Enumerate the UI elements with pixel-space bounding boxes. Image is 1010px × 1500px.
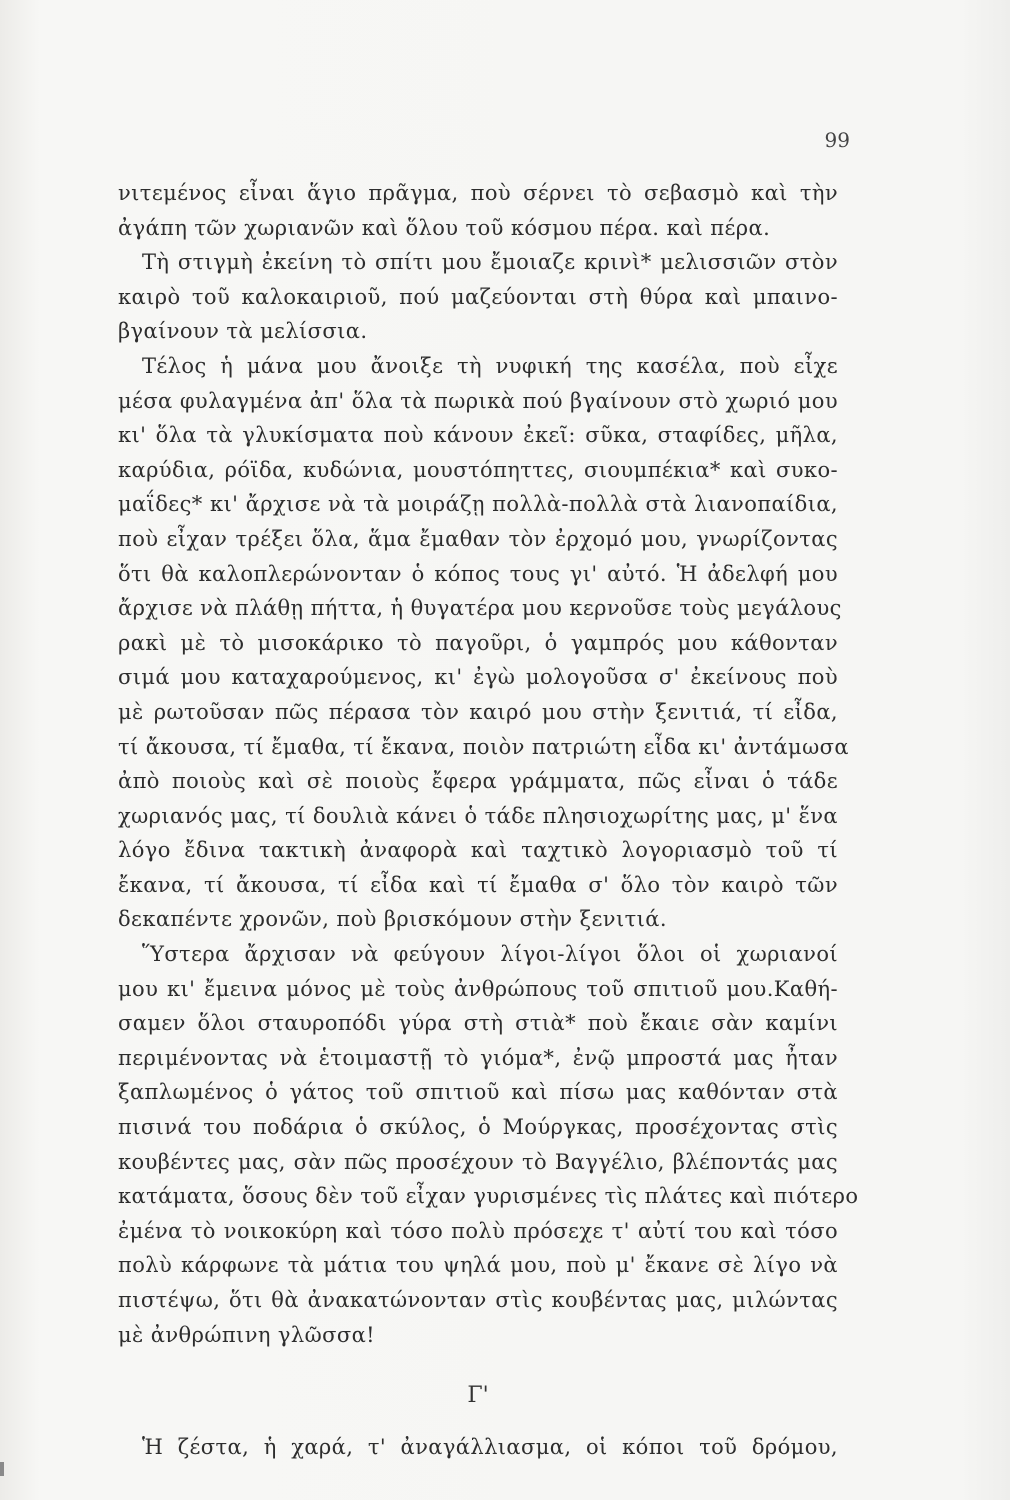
text-line: καρύδια, ρόϊδα, κυδώνια, μουστόπηττες, σιουμπέκια* καὶ συκο- xyxy=(118,457,838,482)
text-line: ἀγάπη τῶν χωριανῶν καὶ ὅλου τοῦ κόσμου πέρα. καὶ πέρα. xyxy=(118,215,771,240)
margin-mark xyxy=(0,1462,4,1476)
text-line: Τὴ στιγμὴ ἐκείνη τὸ σπίτι μου ἔμοιαζε κρινὶ* μελισσιῶν στὸν xyxy=(142,250,838,275)
text-line: σαμεν ὅλοι σταυροπόδι γύρα στὴ στιὰ* ποὺ ἔκαιε σὰν καμίνι xyxy=(118,1011,838,1036)
text-line: λόγο ἔδινα τακτικὴ ἀναφορὰ καὶ ταχτικὸ λογοριασμὸ τοῦ τί xyxy=(118,838,838,863)
text-line: μου κι' ἔμεινα μόνος μὲ τοὺς ἀνθρώπους τοῦ σπιτιοῦ μου.Καθή- xyxy=(118,976,838,1001)
text-line: κουβέντες μας, σὰν πῶς προσέχουν τὸ Βαγγέλιο, βλέποντάς μας xyxy=(118,1149,838,1174)
text-line: νιτεμένος εἶναι ἅγιο πρᾶγμα, ποὺ σέρνει τὸ σεβασμὸ καὶ τὴν xyxy=(118,181,838,205)
text-line: μέσα φυλαγμένα ἀπ' ὅλα τὰ πωρικὰ πού βγαίνουν στὸ χωριό μου xyxy=(118,388,838,413)
text-line: κι' ὅλα τὰ γλυκίσματα ποὺ κάνουν ἐκεῖ: σῦκα, σταφίδες, μῆλα, xyxy=(118,423,838,448)
text-line: Τέλος ἡ μάνα μου ἄνοιξε τὴ νυφική της κασέλα, ποὺ εἶχε xyxy=(142,353,838,378)
section-heading: Γ' xyxy=(467,1383,489,1409)
text-line: μὲ ἀνθρώπινη γλῶσσα! xyxy=(118,1322,375,1347)
text-line: κατάματα, ὅσους δὲν τοῦ εἶχαν γυρισμένες τὶς πλάτες καὶ πιότερο xyxy=(118,1184,859,1209)
text-line: τί ἄκουσα, τί ἔμαθα, τί ἔκανα, ποιὸν πατριώτη εἶδα κι' ἀντάμωσα xyxy=(118,734,849,759)
body-text xyxy=(118,176,859,1465)
text-line: ἄρχισε νὰ πλάθῃ πήττα, ἡ θυγατέρα μου κερνοῦσε τοὺς μεγάλους xyxy=(118,596,842,621)
text-line: ξαπλωμένος ὁ γάτος τοῦ σπιτιοῦ καὶ πίσω μας καθόνταν στὰ xyxy=(118,1080,838,1105)
text-line: μὲ ρωτοῦσαν πῶς πέρασα τὸν καιρό μου στὴν ξενιτιά, τί εἶδα, xyxy=(118,699,838,724)
text-line: ὅτι θὰ καλοπλερώνονταν ὁ κόπος τους γι' αὐτό. Ἡ ἀδελφή μου xyxy=(118,561,838,586)
text-line: πισινά του ποδάρια ὁ σκύλος, ὁ Μούργκας, προσέχοντας στὶς xyxy=(118,1115,838,1140)
text-line: δεκαπέντε χρονῶν, ποὺ βρισκόμουν στὴν ξενιτιά. xyxy=(118,907,667,932)
text-line: περιμένοντας νὰ ἑτοιμαστῇ τὸ γιόμα*, ἐνῷ μπροστά μας ἦταν xyxy=(118,1045,838,1070)
text-line: Ὕστερα ἄρχισαν νὰ φεύγουν λίγοι-λίγοι ὅλοι οἱ χωριανοί xyxy=(142,942,838,967)
text-line: ἐμένα τὸ νοικοκύρη καὶ τόσο πολὺ πρόσεχε τ' αὐτί του καὶ τόσο xyxy=(118,1218,838,1243)
text-line: πιστέψω, ὅτι θὰ ἀνακατώνονταν στὶς κουβέντας μας, μιλώντας xyxy=(118,1288,838,1312)
text-line: πολὺ κάρφωνε τὰ μάτια του ψηλά μου, ποὺ μ' ἔκανε σὲ λίγο νὰ xyxy=(118,1253,838,1278)
text-line: βγαίνουν τὰ μελίσσια. xyxy=(118,319,368,344)
text-line: χωριανός μας, τί δουλιὰ κάνει ὁ τάδε πλησιοχωρίτης μας, μ' ἕνα xyxy=(118,803,838,828)
text-line: ρακὶ μὲ τὸ μισοκάρικο τὸ παγοῦρι, ὁ γαμπρός μου κάθονταν xyxy=(118,630,838,655)
text-line: ἔκανα, τί ἄκουσα, τί εἶδα καὶ τί ἔμαθα σ' ὅλο τὸν καιρὸ τῶν xyxy=(118,872,838,897)
text-line: Ἡ ζέστα, ἡ χαρά, τ' ἀναγάλλιασμα, οἱ κόποι τοῦ δρόμου, xyxy=(142,1435,838,1460)
text-line: ποὺ εἶχαν τρέξει ὅλα, ἅμα ἔμαθαν τὸν ἐρχομό μου, γνωρίζοντας xyxy=(118,526,838,551)
page-number: 99 xyxy=(824,128,850,152)
text-line: ἀπὸ ποιοὺς καὶ σὲ ποιοὺς ἔφερα γράμματα, πῶς εἶναι ὁ τάδε xyxy=(118,769,838,794)
text-line: σιμά μου καταχαρούμενος, κι' ἐγὼ μολογοῦσα σ' ἐκείνους ποὺ xyxy=(118,665,838,690)
text-line: μαΐδες* κι' ἄρχισε νὰ τὰ μοιράζῃ πολλὰ-πολλὰ στὰ λιανοπαίδια, xyxy=(118,492,838,517)
text-line: καιρὸ τοῦ καλοκαιριοῦ, πού μαζεύονται στὴ θύρα καὶ μπαινο- xyxy=(118,284,838,309)
